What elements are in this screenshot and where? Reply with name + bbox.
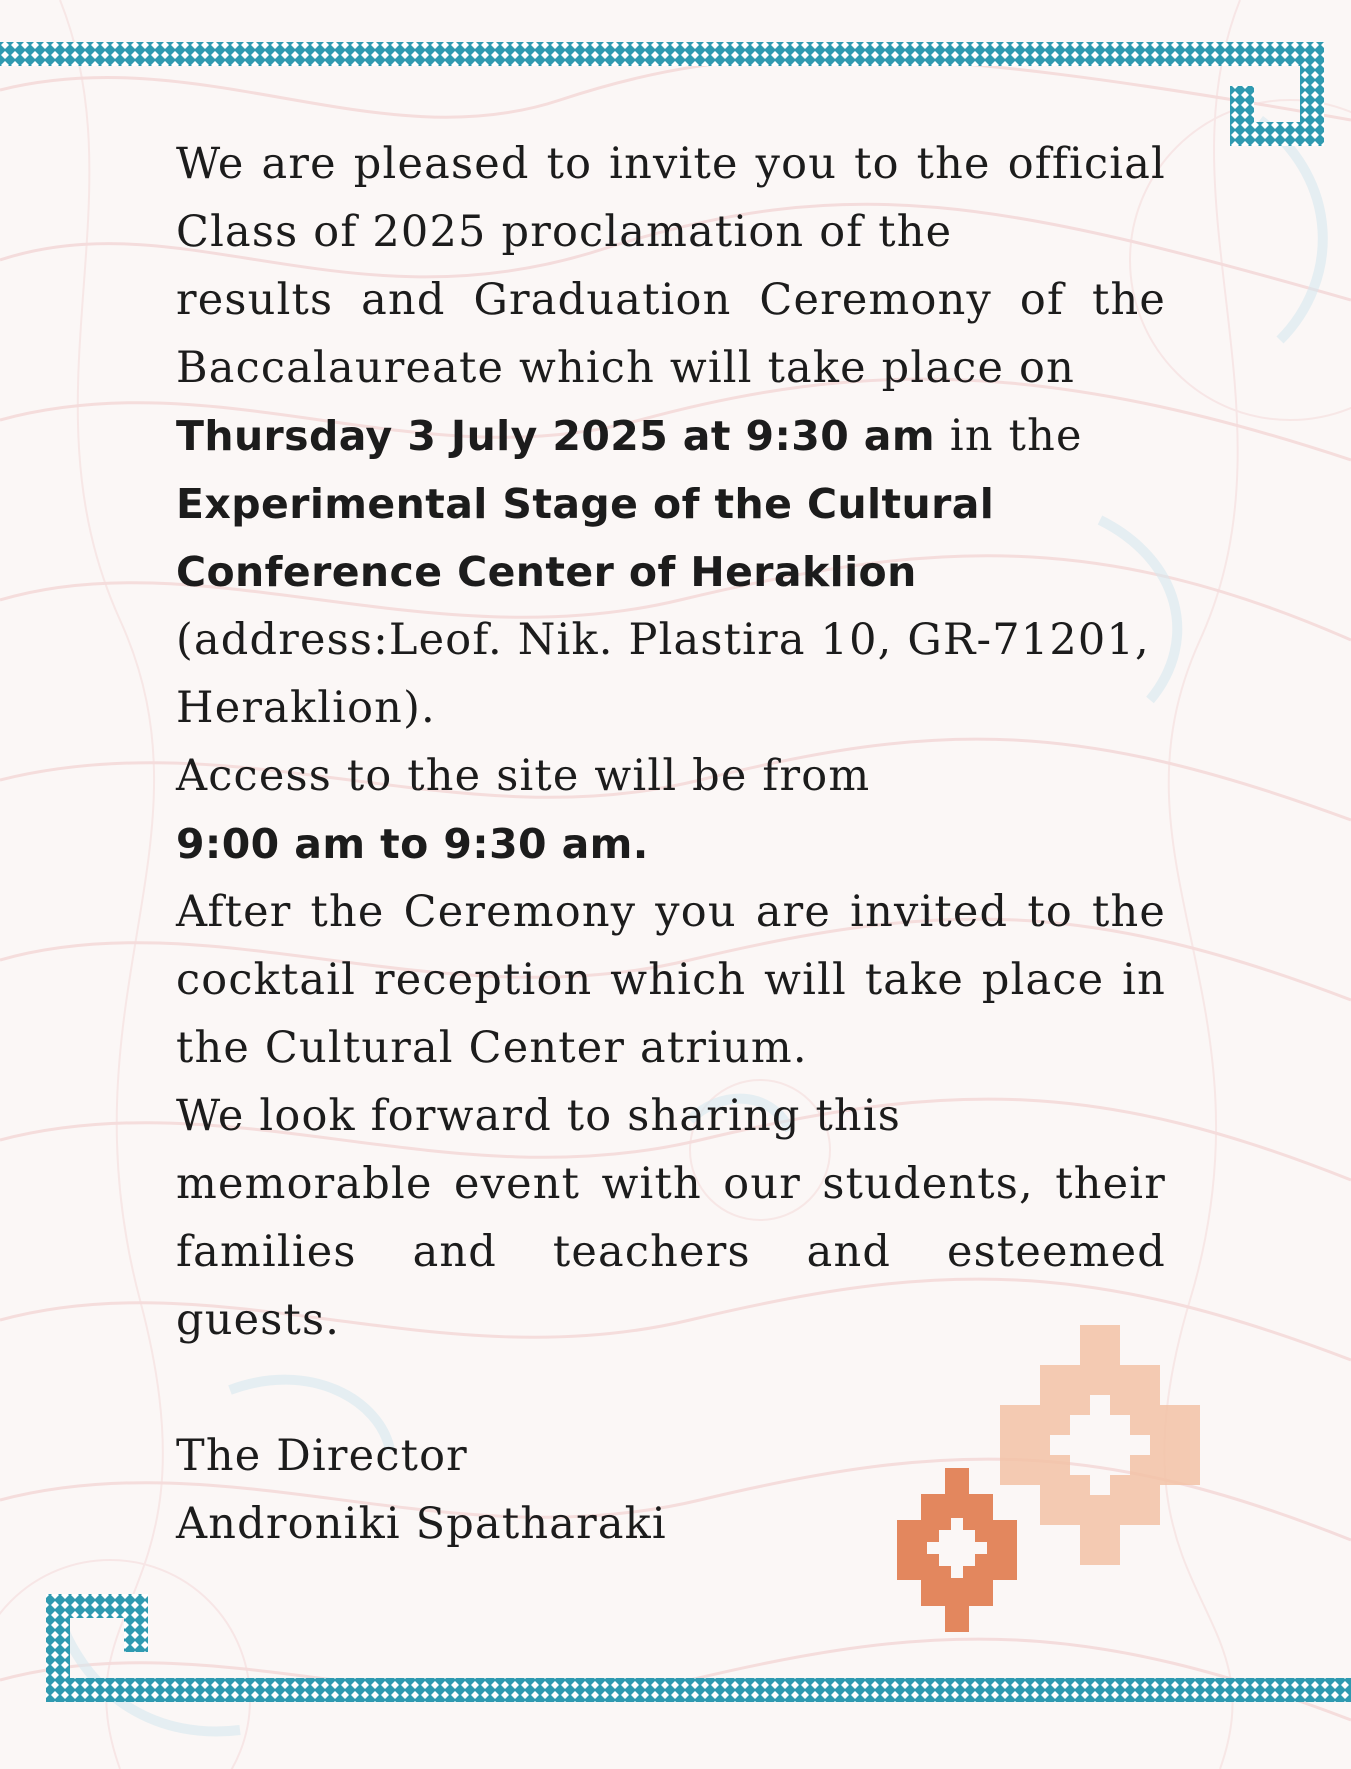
letter-line: We look forward to sharing this [176,1091,902,1141]
invitation-letter [176,130,1166,1558]
letter-line: Class of 2025 proclamation of the [176,207,953,257]
letter-line: results and Graduation Ceremony of the [176,275,1166,325]
letter-line: We are pleased to invite you to the official [176,139,1166,189]
event-date: Thursday 3 July 2025 at 9:30 am [176,412,935,460]
letter-line: guests. [176,1295,341,1345]
venue-name: Experimental Stage of the Cultural [176,480,995,528]
letter-line: families and teachers and esteemed [176,1227,1166,1277]
event-date-line [176,402,1166,470]
letter-text: in the [935,411,1083,461]
signature-title: The Director [176,1431,468,1481]
letter-line: the Cultural Center atrium. [176,1023,808,1073]
letter-line: memorable event with our students, their [176,1159,1166,1209]
venue-name: Conference Center of Heraklion [176,548,917,596]
venue-address: Heraklion). [176,683,436,733]
venue-address: (address:Leof. Nik. Plastira 10, GR-71201, [176,615,1150,665]
access-time: 9:00 am to 9:30 am. [176,820,649,868]
letter-line: cocktail reception which will take place in [176,955,1166,1005]
signature-name: Androniki Spatharaki [176,1499,667,1549]
letter-line: After the Ceremony you are invited to the [176,887,1166,937]
letter-line: Baccalaureate which will take place on [176,343,1075,393]
letter-line: Access to the site will be from [176,751,871,801]
